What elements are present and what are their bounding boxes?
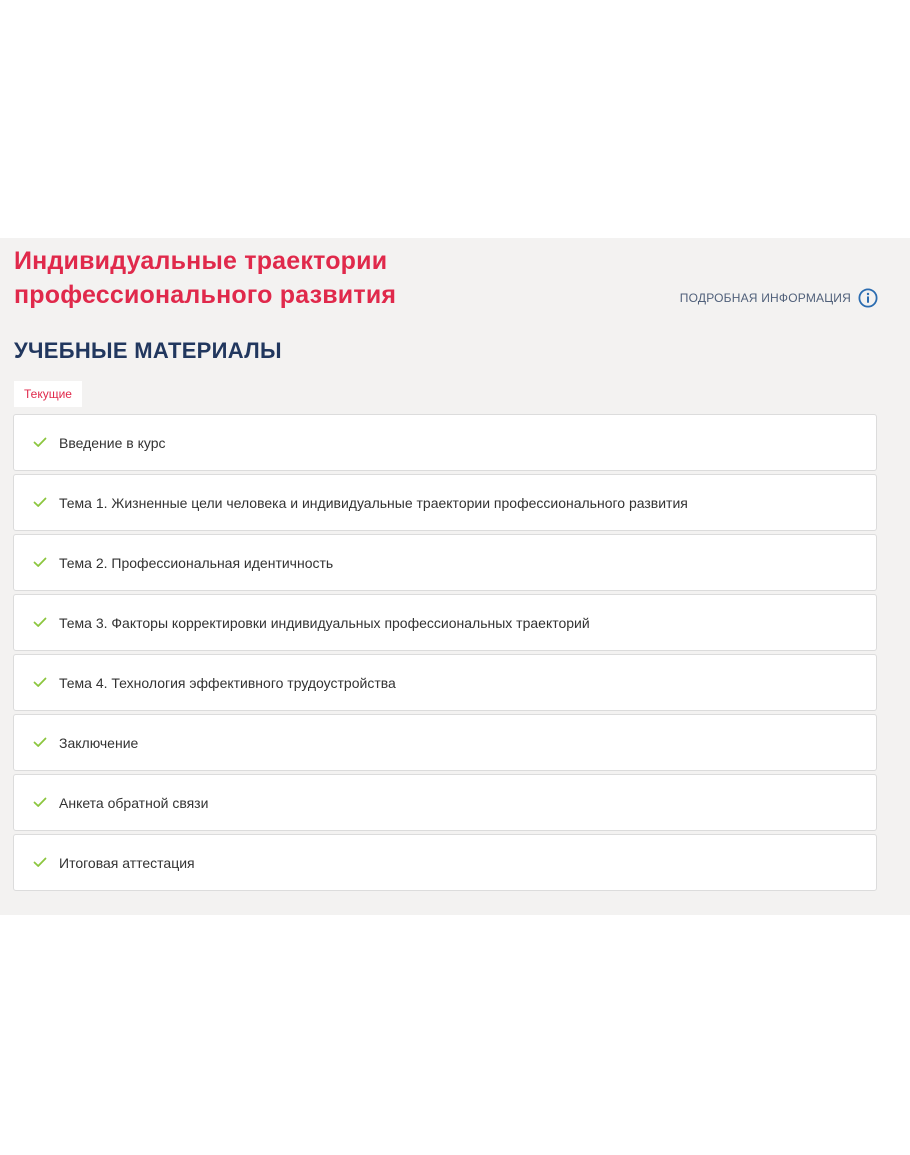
check-icon xyxy=(33,497,47,508)
material-item-label: Тема 3. Факторы корректировки индивидуальных профессиональных траекторий xyxy=(59,614,590,631)
material-item-label: Анкета обратной связи xyxy=(59,794,209,811)
details-link-label: ПОДРОБНАЯ ИНФОРМАЦИЯ xyxy=(679,291,851,305)
material-item[interactable] xyxy=(13,534,877,591)
tab-current[interactable]: Текущие xyxy=(14,381,82,407)
material-item[interactable] xyxy=(13,594,877,651)
material-item-label: Тема 4. Технология эффективного трудоустройства xyxy=(59,674,396,691)
check-icon xyxy=(33,557,47,568)
course-panel xyxy=(0,238,910,915)
material-item[interactable] xyxy=(13,474,877,531)
material-item-label: Итоговая аттестация xyxy=(59,854,195,871)
material-item-label: Тема 2. Профессиональная идентичность xyxy=(59,554,334,571)
section-heading: УЧЕБНЫЕ МАТЕРИАЛЫ xyxy=(14,338,282,363)
check-icon xyxy=(33,437,47,448)
check-icon xyxy=(33,617,47,628)
page-title: Индивидуальные траектории профессионального развития xyxy=(14,247,397,309)
check-icon xyxy=(33,857,47,868)
check-icon xyxy=(33,797,47,808)
details-link[interactable] xyxy=(680,288,878,308)
info-circle-icon[interactable] xyxy=(858,288,878,308)
check-icon xyxy=(33,677,47,688)
check-icon xyxy=(33,737,47,748)
material-item[interactable] xyxy=(13,834,877,891)
material-item[interactable] xyxy=(13,774,877,831)
material-item-label: Введение в курс xyxy=(59,434,166,451)
material-item[interactable] xyxy=(13,414,877,471)
material-item[interactable] xyxy=(13,654,877,711)
materials-list xyxy=(13,414,877,894)
material-item-label: Заключение xyxy=(59,734,139,751)
material-item-label: Тема 1. Жизненные цели человека и индивидуальные траектории профессионального развития xyxy=(59,494,688,511)
material-item[interactable] xyxy=(13,714,877,771)
